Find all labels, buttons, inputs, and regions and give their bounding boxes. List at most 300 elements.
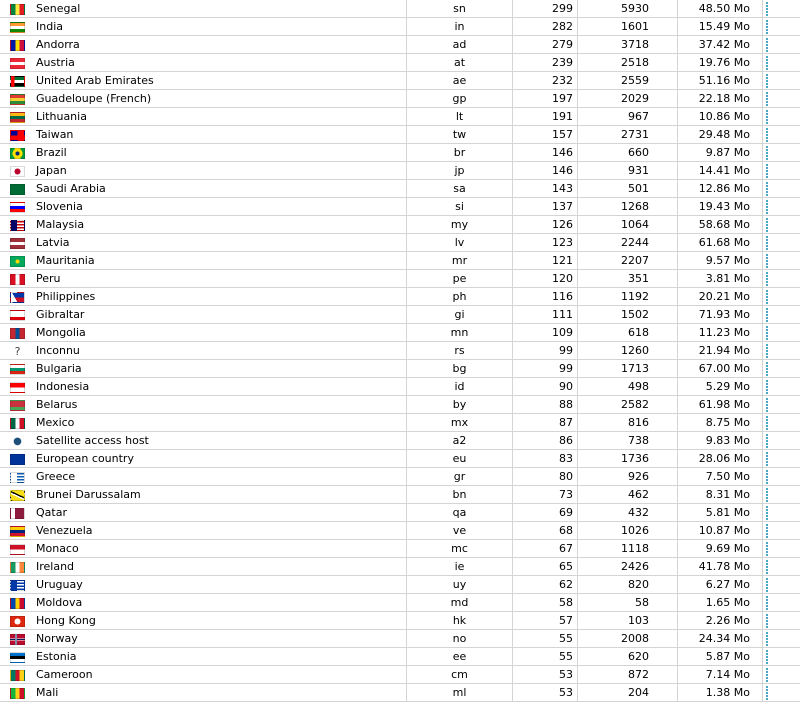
- sa-flag-icon: [10, 184, 25, 195]
- table-row: [0, 414, 800, 432]
- country-name: Greece: [28, 468, 407, 486]
- country-code: lv: [407, 234, 513, 252]
- bar-cell: [763, 486, 800, 504]
- traffic-bar: [766, 362, 768, 377]
- country-name: Mauritania: [28, 252, 407, 270]
- pages-count: 73: [513, 486, 578, 504]
- country-code: rs: [407, 342, 513, 360]
- bandwidth-value: 9.57 Mo: [678, 252, 763, 270]
- bar-cell: [763, 198, 800, 216]
- country-name: Monaco: [28, 540, 407, 558]
- pages-count: 111: [513, 306, 578, 324]
- ph-flag-icon: [10, 292, 25, 303]
- bar-cell: [763, 522, 800, 540]
- id-flag-icon: [10, 382, 25, 393]
- hits-count: 1064: [578, 216, 678, 234]
- country-name: Japan: [28, 162, 407, 180]
- hits-count: 816: [578, 414, 678, 432]
- hits-count: 1268: [578, 198, 678, 216]
- country-name: European country: [28, 450, 407, 468]
- country-name: Satellite access host: [28, 432, 407, 450]
- country-code: at: [407, 54, 513, 72]
- pages-count: 58: [513, 594, 578, 612]
- table-row: [0, 252, 800, 270]
- md-flag-icon: [10, 598, 25, 609]
- hits-count: 58: [578, 594, 678, 612]
- table-row: [0, 630, 800, 648]
- bandwidth-value: 19.43 Mo: [678, 198, 763, 216]
- hits-count: 2008: [578, 630, 678, 648]
- table-row: [0, 72, 800, 90]
- bandwidth-value: 37.42 Mo: [678, 36, 763, 54]
- pages-count: 67: [513, 540, 578, 558]
- country-code: tw: [407, 126, 513, 144]
- country-code: qa: [407, 504, 513, 522]
- traffic-bar: [766, 506, 768, 521]
- qa-flag-icon: [10, 508, 25, 519]
- traffic-bar: [766, 452, 768, 467]
- country-name: Lithuania: [28, 108, 407, 126]
- table-row: [0, 234, 800, 252]
- flag-cell: [0, 378, 28, 396]
- traffic-bar: [766, 254, 768, 269]
- hits-count: 872: [578, 666, 678, 684]
- flag-cell: [0, 666, 28, 684]
- bar-cell: [763, 18, 800, 36]
- country-code: cm: [407, 666, 513, 684]
- traffic-bar: [766, 164, 768, 179]
- pages-count: 123: [513, 234, 578, 252]
- traffic-bar: [766, 146, 768, 161]
- table-row: [0, 684, 800, 702]
- flag-cell: [0, 342, 28, 360]
- hits-count: 204: [578, 684, 678, 702]
- country-code: si: [407, 198, 513, 216]
- country-name: Andorra: [28, 36, 407, 54]
- table-row: [0, 306, 800, 324]
- bg-flag-icon: [10, 364, 25, 375]
- bar-cell: [763, 414, 800, 432]
- flag-cell: [0, 504, 28, 522]
- hits-count: 501: [578, 180, 678, 198]
- pages-count: 157: [513, 126, 578, 144]
- bar-cell: [763, 666, 800, 684]
- country-code: eu: [407, 450, 513, 468]
- hits-count: 498: [578, 378, 678, 396]
- si-flag-icon: [10, 202, 25, 213]
- bandwidth-value: 5.81 Mo: [678, 504, 763, 522]
- bandwidth-value: 8.31 Mo: [678, 486, 763, 504]
- bandwidth-value: 5.87 Mo: [678, 648, 763, 666]
- hits-count: 931: [578, 162, 678, 180]
- bandwidth-value: 14.41 Mo: [678, 162, 763, 180]
- table-row: [0, 36, 800, 54]
- country-code: lt: [407, 108, 513, 126]
- table-row: [0, 558, 800, 576]
- traffic-bar: [766, 488, 768, 503]
- table-row: [0, 90, 800, 108]
- flag-cell: [0, 522, 28, 540]
- country-code: ee: [407, 648, 513, 666]
- country-name: Mali: [28, 684, 407, 702]
- bar-cell: [763, 360, 800, 378]
- hits-count: 1713: [578, 360, 678, 378]
- hits-count: 660: [578, 144, 678, 162]
- traffic-bar: [766, 38, 768, 53]
- country-code: sa: [407, 180, 513, 198]
- country-name: United Arab Emirates: [28, 72, 407, 90]
- bandwidth-value: 6.27 Mo: [678, 576, 763, 594]
- hits-count: 967: [578, 108, 678, 126]
- pages-count: 55: [513, 630, 578, 648]
- ee-flag-icon: [10, 652, 25, 663]
- table-row: [0, 360, 800, 378]
- traffic-bar: [766, 560, 768, 575]
- country-name: Guadeloupe (French): [28, 90, 407, 108]
- ad-flag-icon: [10, 40, 25, 51]
- pages-count: 53: [513, 666, 578, 684]
- flag-cell: [0, 270, 28, 288]
- cm-flag-icon: [10, 670, 25, 681]
- flag-cell: [0, 630, 28, 648]
- bandwidth-value: 67.00 Mo: [678, 360, 763, 378]
- bar-cell: [763, 594, 800, 612]
- bandwidth-value: 21.94 Mo: [678, 342, 763, 360]
- table-row: [0, 0, 800, 18]
- bandwidth-value: 2.26 Mo: [678, 612, 763, 630]
- traffic-bar: [766, 272, 768, 287]
- hits-count: 462: [578, 486, 678, 504]
- bandwidth-value: 9.69 Mo: [678, 540, 763, 558]
- country-name: Qatar: [28, 504, 407, 522]
- jp-flag-icon: [10, 166, 25, 177]
- bar-cell: [763, 648, 800, 666]
- country-code: hk: [407, 612, 513, 630]
- country-name: Belarus: [28, 396, 407, 414]
- table-row: [0, 162, 800, 180]
- pages-count: 299: [513, 0, 578, 18]
- table-row: [0, 270, 800, 288]
- table-row: [0, 378, 800, 396]
- hits-count: 5930: [578, 0, 678, 18]
- hits-count: 1026: [578, 522, 678, 540]
- flag-cell: [0, 450, 28, 468]
- bandwidth-value: 24.34 Mo: [678, 630, 763, 648]
- pages-count: 143: [513, 180, 578, 198]
- lt-flag-icon: [10, 112, 25, 123]
- country-code: sn: [407, 0, 513, 18]
- flag-cell: [0, 126, 28, 144]
- hits-count: 1260: [578, 342, 678, 360]
- table-row: [0, 450, 800, 468]
- mn-flag-icon: [10, 328, 25, 339]
- flag-cell: [0, 540, 28, 558]
- bandwidth-value: 20.21 Mo: [678, 288, 763, 306]
- hits-count: 1192: [578, 288, 678, 306]
- pages-count: 109: [513, 324, 578, 342]
- country-name: Latvia: [28, 234, 407, 252]
- country-code: md: [407, 594, 513, 612]
- flag-cell: [0, 0, 28, 18]
- country-name: Mexico: [28, 414, 407, 432]
- country-name: Norway: [28, 630, 407, 648]
- traffic-bar: [766, 218, 768, 233]
- mc-flag-icon: [10, 544, 25, 555]
- traffic-bar: [766, 668, 768, 683]
- country-name: Saudi Arabia: [28, 180, 407, 198]
- flag-cell: [0, 558, 28, 576]
- table-row: [0, 324, 800, 342]
- br-flag-icon: [10, 148, 25, 159]
- bar-cell: [763, 288, 800, 306]
- bandwidth-value: 29.48 Mo: [678, 126, 763, 144]
- pages-count: 232: [513, 72, 578, 90]
- pe-flag-icon: [10, 274, 25, 285]
- hits-count: 2731: [578, 126, 678, 144]
- table-row: [0, 594, 800, 612]
- bar-cell: [763, 612, 800, 630]
- country-name: Moldova: [28, 594, 407, 612]
- bandwidth-value: 1.65 Mo: [678, 594, 763, 612]
- hk-flag-icon: [10, 616, 25, 627]
- hits-count: 2582: [578, 396, 678, 414]
- table-row: [0, 468, 800, 486]
- bandwidth-value: 3.81 Mo: [678, 270, 763, 288]
- country-code: gi: [407, 306, 513, 324]
- traffic-bar: [766, 614, 768, 629]
- bar-cell: [763, 504, 800, 522]
- table-row: [0, 18, 800, 36]
- bandwidth-value: 15.49 Mo: [678, 18, 763, 36]
- table-row: [0, 540, 800, 558]
- traffic-bar: [766, 92, 768, 107]
- flag-cell: [0, 486, 28, 504]
- table-row: [0, 486, 800, 504]
- country-code: uy: [407, 576, 513, 594]
- bar-cell: [763, 108, 800, 126]
- pages-count: 99: [513, 342, 578, 360]
- traffic-bar: [766, 650, 768, 665]
- country-name: Venezuela: [28, 522, 407, 540]
- country-code: ve: [407, 522, 513, 540]
- country-code: mc: [407, 540, 513, 558]
- traffic-bar: [766, 182, 768, 197]
- table-row: [0, 54, 800, 72]
- country-code: ml: [407, 684, 513, 702]
- traffic-bar: [766, 380, 768, 395]
- bar-cell: [763, 630, 800, 648]
- traffic-bar: [766, 470, 768, 485]
- pages-count: 116: [513, 288, 578, 306]
- pages-count: 191: [513, 108, 578, 126]
- bandwidth-value: 9.87 Mo: [678, 144, 763, 162]
- country-code: jp: [407, 162, 513, 180]
- hits-count: 820: [578, 576, 678, 594]
- country-code: ae: [407, 72, 513, 90]
- bar-cell: [763, 396, 800, 414]
- table-row: [0, 180, 800, 198]
- bar-cell: [763, 162, 800, 180]
- flag-cell: [0, 180, 28, 198]
- country-code: in: [407, 18, 513, 36]
- hits-count: 620: [578, 648, 678, 666]
- traffic-bar: [766, 110, 768, 125]
- pages-count: 57: [513, 612, 578, 630]
- table-row: [0, 612, 800, 630]
- pages-count: 120: [513, 270, 578, 288]
- flag-cell: [0, 684, 28, 702]
- country-name: Brazil: [28, 144, 407, 162]
- bar-cell: [763, 126, 800, 144]
- flag-cell: [0, 36, 28, 54]
- bar-cell: [763, 144, 800, 162]
- table-row: [0, 144, 800, 162]
- globe-icon: ●: [13, 435, 22, 447]
- no-flag-icon: [10, 634, 25, 645]
- hits-count: 3718: [578, 36, 678, 54]
- country-code: ad: [407, 36, 513, 54]
- hits-count: 2029: [578, 90, 678, 108]
- flag-cell: [0, 198, 28, 216]
- bandwidth-value: 5.29 Mo: [678, 378, 763, 396]
- country-name: Austria: [28, 54, 407, 72]
- table-row: [0, 216, 800, 234]
- at-flag-icon: [10, 58, 25, 69]
- table-row: [0, 198, 800, 216]
- ae-flag-icon: [10, 76, 25, 87]
- table-row: [0, 666, 800, 684]
- bandwidth-value: 11.23 Mo: [678, 324, 763, 342]
- country-code: by: [407, 396, 513, 414]
- traffic-bar: [766, 434, 768, 449]
- bandwidth-value: 48.50 Mo: [678, 0, 763, 18]
- bandwidth-value: 10.86 Mo: [678, 108, 763, 126]
- traffic-bar: [766, 200, 768, 215]
- bar-cell: [763, 684, 800, 702]
- traffic-bar: [766, 596, 768, 611]
- flag-cell: [0, 54, 28, 72]
- bandwidth-value: 22.18 Mo: [678, 90, 763, 108]
- table-row: [0, 288, 800, 306]
- table-row: [0, 522, 800, 540]
- table-row: [0, 126, 800, 144]
- country-name: Gibraltar: [28, 306, 407, 324]
- mr-flag-icon: [10, 256, 25, 267]
- hits-count: 738: [578, 432, 678, 450]
- traffic-bar: [766, 398, 768, 413]
- hits-count: 351: [578, 270, 678, 288]
- country-name: Malaysia: [28, 216, 407, 234]
- pages-count: 121: [513, 252, 578, 270]
- hits-count: 618: [578, 324, 678, 342]
- bandwidth-value: 71.93 Mo: [678, 306, 763, 324]
- pages-count: 62: [513, 576, 578, 594]
- country-name: Ireland: [28, 558, 407, 576]
- bar-cell: [763, 54, 800, 72]
- country-name: India: [28, 18, 407, 36]
- hits-count: 2207: [578, 252, 678, 270]
- table-row: [0, 342, 800, 360]
- table-row: [0, 396, 800, 414]
- bandwidth-value: 1.38 Mo: [678, 684, 763, 702]
- bar-cell: [763, 450, 800, 468]
- flag-cell: [0, 162, 28, 180]
- pages-count: 88: [513, 396, 578, 414]
- country-code: gp: [407, 90, 513, 108]
- traffic-bar: [766, 326, 768, 341]
- bandwidth-value: 51.16 Mo: [678, 72, 763, 90]
- traffic-bar: [766, 128, 768, 143]
- traffic-bar: [766, 344, 768, 359]
- flag-cell: [0, 252, 28, 270]
- country-name: Inconnu: [28, 342, 407, 360]
- pages-count: 68: [513, 522, 578, 540]
- table-row: [0, 504, 800, 522]
- ie-flag-icon: [10, 562, 25, 573]
- flag-cell: [0, 324, 28, 342]
- traffic-bar: [766, 290, 768, 305]
- bar-cell: [763, 36, 800, 54]
- bandwidth-value: 12.86 Mo: [678, 180, 763, 198]
- bandwidth-value: 7.50 Mo: [678, 468, 763, 486]
- hits-count: 2426: [578, 558, 678, 576]
- flag-cell: [0, 90, 28, 108]
- flag-cell: [0, 288, 28, 306]
- pages-count: 69: [513, 504, 578, 522]
- pages-count: 282: [513, 18, 578, 36]
- mx-flag-icon: [10, 418, 25, 429]
- hits-count: 1601: [578, 18, 678, 36]
- country-name: Bulgaria: [28, 360, 407, 378]
- pages-count: 137: [513, 198, 578, 216]
- flag-cell: [0, 234, 28, 252]
- bandwidth-value: 8.75 Mo: [678, 414, 763, 432]
- flag-cell: [0, 414, 28, 432]
- country-name: Philippines: [28, 288, 407, 306]
- country-code: pe: [407, 270, 513, 288]
- traffic-bar: [766, 542, 768, 557]
- bandwidth-value: 10.87 Mo: [678, 522, 763, 540]
- bandwidth-value: 61.98 Mo: [678, 396, 763, 414]
- bar-cell: [763, 180, 800, 198]
- sn-flag-icon: [10, 4, 25, 15]
- hits-count: 926: [578, 468, 678, 486]
- bar-cell: [763, 234, 800, 252]
- ml-flag-icon: [10, 688, 25, 699]
- bandwidth-value: 61.68 Mo: [678, 234, 763, 252]
- country-name: Slovenia: [28, 198, 407, 216]
- bar-cell: [763, 324, 800, 342]
- traffic-bar: [766, 20, 768, 35]
- country-name: Hong Kong: [28, 612, 407, 630]
- pages-count: 126: [513, 216, 578, 234]
- bar-cell: [763, 90, 800, 108]
- gp-flag-icon: [10, 94, 25, 105]
- traffic-bar: [766, 56, 768, 71]
- country-code: ie: [407, 558, 513, 576]
- pages-count: 53: [513, 684, 578, 702]
- gr-flag-icon: [10, 472, 25, 483]
- table-row: [0, 576, 800, 594]
- bar-cell: [763, 270, 800, 288]
- country-name: Senegal: [28, 0, 407, 18]
- bar-cell: [763, 432, 800, 450]
- table-row: [0, 432, 800, 450]
- bar-cell: [763, 306, 800, 324]
- hits-count: 1118: [578, 540, 678, 558]
- hits-count: 103: [578, 612, 678, 630]
- hits-count: 2559: [578, 72, 678, 90]
